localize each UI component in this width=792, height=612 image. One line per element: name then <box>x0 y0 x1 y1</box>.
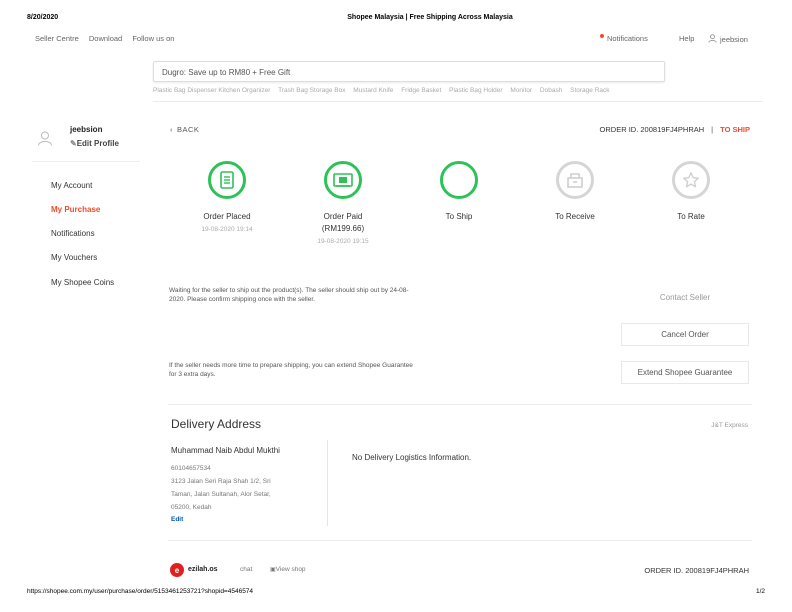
back-button[interactable] <box>170 125 199 134</box>
step-to-rate <box>672 161 710 199</box>
search-hint[interactable]: Monitor <box>510 87 533 94</box>
sidebar-item-my-purchase[interactable]: My Purchase <box>51 205 101 214</box>
search-hint[interactable]: Fridge Basket <box>401 87 442 94</box>
download-link[interactable]: Download <box>88 34 123 43</box>
footer-order-id: ORDER ID. 200819FJ4PHRAH <box>644 566 749 575</box>
star-icon <box>682 171 700 189</box>
top-nav-left <box>35 34 182 43</box>
address-line: Taman, Jalan Sultanah, Alor Setar, <box>171 491 271 498</box>
step-time-order-placed: 19-08-2020 19:14 <box>201 226 253 233</box>
search-hint[interactable]: Plastic Bag Holder <box>449 87 503 94</box>
avatar-icon <box>37 130 53 146</box>
sidebar-item-notifications[interactable]: Notifications <box>51 229 95 238</box>
step-order-paid <box>324 161 362 199</box>
search-hint[interactable]: Plastic Bag Dispenser Kitchen Organizer <box>153 87 271 94</box>
follow-us-link[interactable]: Follow us on <box>132 34 175 43</box>
order-id: ORDER ID. 200819FJ4PHRAH <box>599 125 705 134</box>
search-hint[interactable]: Trash Bag Storage Box <box>278 87 346 94</box>
package-icon <box>566 172 584 188</box>
print-page-number: 1/2 <box>755 588 765 595</box>
courier-name: J&T Express <box>711 422 748 429</box>
user-icon <box>708 34 717 43</box>
notifications-link[interactable] <box>600 34 656 43</box>
receipt-icon <box>219 171 235 189</box>
notification-dot-icon <box>600 34 604 38</box>
search-hint[interactable]: Mustard Knife <box>353 87 394 94</box>
chat-button[interactable]: chat <box>240 566 253 573</box>
account-username: jeebsion <box>720 35 748 44</box>
waiting-message: Waiting for the seller to ship out the product(s). The seller should ship out by 24-08-2020. Please confirm shipping once with the seller. <box>169 287 409 303</box>
section-divider <box>168 404 752 405</box>
view-shop-button[interactable] <box>270 566 306 573</box>
chevron-left-icon: ‹ <box>170 125 173 134</box>
shop-name[interactable]: ezilah.os <box>188 566 218 573</box>
step-amount-order-paid: (RM199.66) <box>321 224 365 233</box>
pencil-icon: ✎ <box>70 139 77 148</box>
step-to-ship <box>440 161 478 199</box>
profile-username: jeebsion <box>70 125 103 134</box>
seller-centre-link[interactable]: Seller Centre <box>35 34 79 43</box>
account-menu[interactable] <box>708 34 756 44</box>
notifications-label: Notifications <box>607 34 648 43</box>
address-divider <box>327 440 328 526</box>
step-label-to-rate: To Rate <box>677 212 705 221</box>
print-date: 8/20/2020 <box>27 14 59 21</box>
edit-address-link[interactable]: Edit <box>171 516 184 523</box>
search-hint[interactable]: Dobash <box>539 87 563 94</box>
search-hints <box>153 87 616 94</box>
step-order-placed <box>208 161 246 199</box>
extend-message: If the seller needs more time to prepare shipping, you can extend Shopee Guarantee for 3 extra days. <box>169 362 413 378</box>
extend-guarantee-button[interactable]: Extend Shopee Guarantee <box>621 361 749 384</box>
step-to-receive <box>556 161 594 199</box>
shop-logo: e <box>170 563 184 577</box>
order-header <box>560 125 750 134</box>
order-status: TO SHIP <box>720 125 750 134</box>
payment-icon <box>333 172 353 188</box>
order-separator: | <box>711 125 714 134</box>
print-url: https://shopee.com.my/user/purchase/order/5153461253721?shopid=4546574 <box>27 588 254 595</box>
sidebar-item-my-vouchers[interactable]: My Vouchers <box>51 253 98 262</box>
print-title: Shopee Malaysia | Free Shipping Across Malaysia <box>347 14 513 21</box>
step-label-order-placed: Order Placed <box>203 212 251 221</box>
sidebar-divider <box>32 161 140 162</box>
view-shop-label: View shop <box>275 566 306 573</box>
shop-icon: ▣ <box>270 567 276 573</box>
back-label: BACK <box>177 125 200 134</box>
edit-profile-link[interactable] <box>70 139 119 148</box>
address-line: 05200, Kedah <box>171 504 212 511</box>
step-label-order-paid: Order Paid <box>323 212 363 221</box>
edit-profile-label: Edit Profile <box>76 139 119 148</box>
footer-divider <box>168 540 752 541</box>
sidebar-item-my-shopee-coins[interactable]: My Shopee Coins <box>51 278 115 287</box>
recipient-phone: 60104657534 <box>171 465 211 472</box>
search-input[interactable]: Dugro: Save up to RM80 + Free Gift <box>153 61 665 82</box>
delivery-title: Delivery Address <box>171 417 262 431</box>
header-divider <box>153 101 763 102</box>
recipient-name: Muhammad Naib Abdul Mukthi <box>171 446 280 455</box>
step-label-to-receive: To Receive <box>555 212 595 221</box>
address-line: 3123 Jalan Seri Raja Shah 1/2, Sri <box>171 478 271 485</box>
step-label-to-ship: To Ship <box>445 212 473 221</box>
contact-seller-button[interactable]: Contact Seller <box>621 286 749 309</box>
cancel-order-button[interactable]: Cancel Order <box>621 323 749 346</box>
sidebar-item-my-account[interactable]: My Account <box>51 181 93 190</box>
step-time-order-paid: 19-08-2020 19:15 <box>317 238 369 245</box>
no-logistics-message: No Delivery Logistics Information. <box>352 453 472 462</box>
help-link[interactable]: Help <box>679 34 695 43</box>
search-hint[interactable]: Storage Rack <box>570 87 610 94</box>
